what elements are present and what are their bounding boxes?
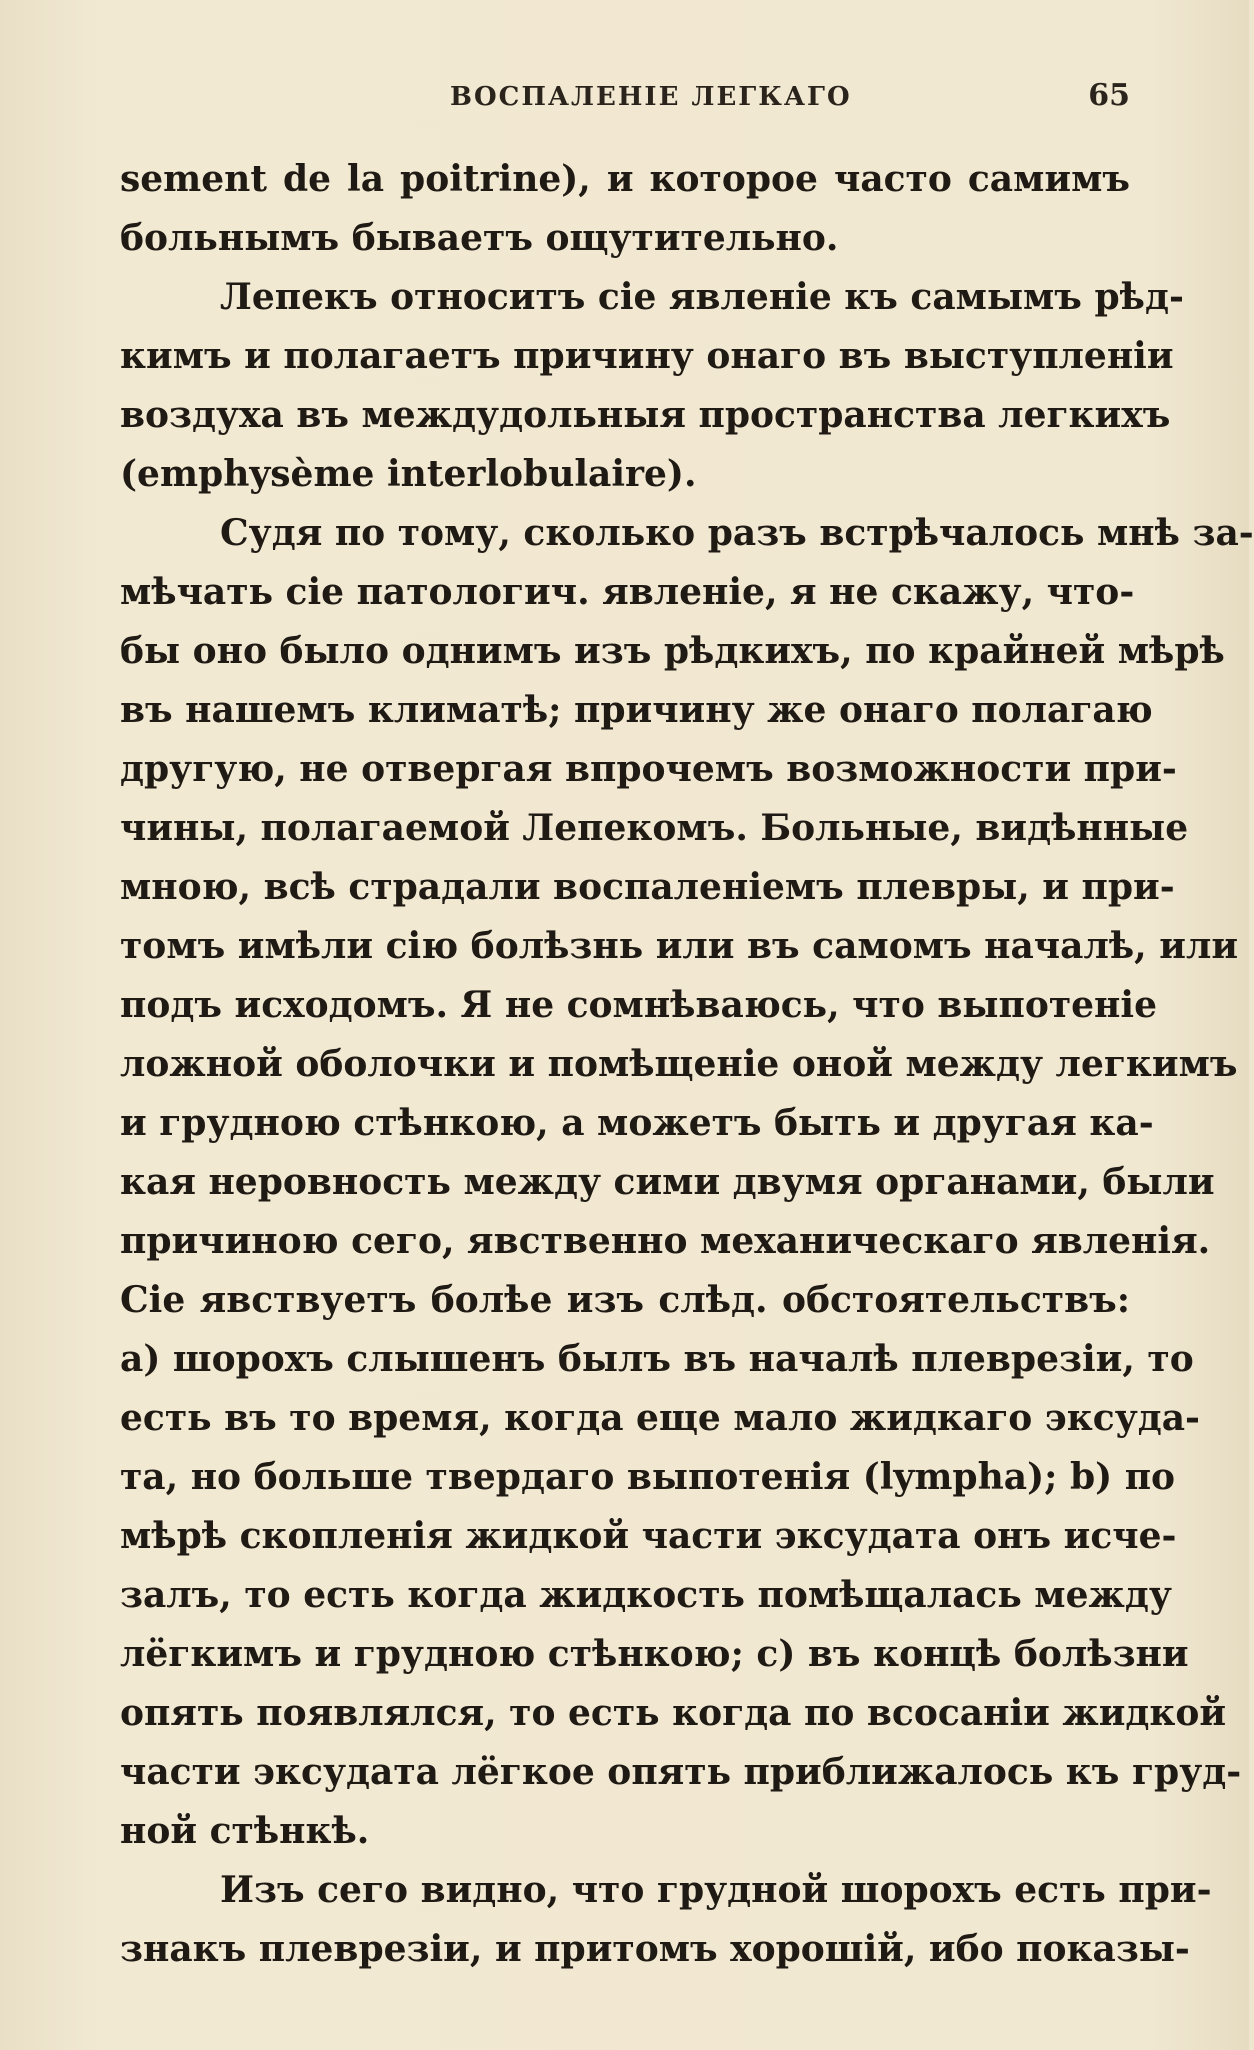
text-line: залъ, то есть когда жидкость помѣщалась между bbox=[120, 1574, 1172, 1616]
page-header bbox=[120, 78, 1130, 118]
body-text bbox=[120, 150, 1254, 1979]
page-number: 65 bbox=[1088, 78, 1130, 113]
text-line: мною, всѣ страдали воспаленіемъ плевры, и при- bbox=[120, 866, 1175, 908]
text-line: лёгкимъ и грудною стѣнкою; c) въ концѣ болѣзни bbox=[120, 1633, 1189, 1675]
text-line: въ нашемъ климатѣ; причину же онаго полагаю bbox=[120, 689, 1153, 731]
text-line: части эксудата лёгкое опять приближалось къ груд- bbox=[120, 1751, 1242, 1793]
running-head: ВОСПАЛЕНІЕ ЛЕГКАГО bbox=[450, 82, 852, 112]
paragraph-start-line: Лепекъ относитъ сіе явленіе къ самымъ рѣд- bbox=[220, 276, 1184, 318]
text-line: бы оно было однимъ изъ рѣдкихъ, по крайней мѣрѣ bbox=[120, 630, 1225, 672]
text-line: знакъ плеврезіи, и притомъ хорошій, ибо показы- bbox=[120, 1928, 1190, 1970]
text-line: другую, не отвергая впрочемъ возможности при- bbox=[120, 748, 1177, 790]
text-line: чины, полагаемой Лепекомъ. Больные, видѣнные bbox=[120, 807, 1189, 849]
text-line: кая неровность между сими двумя органами, были bbox=[120, 1161, 1215, 1203]
text-line: воздуха въ междудольныя пространства легкихъ bbox=[120, 394, 1171, 436]
text-line: мѣрѣ скопленія жидкой части эксудата онъ исче- bbox=[120, 1515, 1177, 1557]
text-line: причиною сего, явственно механическаго явленія. bbox=[120, 1220, 1211, 1262]
text-line: (emphysème interlobulaire). bbox=[120, 453, 697, 495]
text-line: та, но больше твердаго выпотенія (lympha); b) по bbox=[120, 1456, 1176, 1498]
text-line: есть въ то время, когда еще мало жидкаго эксуда- bbox=[120, 1397, 1200, 1439]
text-line: опять появлялся, то есть когда по всосаніи жидкой bbox=[120, 1692, 1227, 1734]
text-line: Сіе явствуетъ болѣе изъ слѣд. обстоятельствъ: bbox=[120, 1279, 1130, 1321]
text-line: подъ исходомъ. Я не сомнѣваюсь, что выпотеніе bbox=[120, 984, 1157, 1026]
text-line: томъ имѣли сію болѣзнь или въ самомъ началѣ, или bbox=[120, 925, 1239, 967]
text-line: ной стѣнкѣ. bbox=[120, 1810, 370, 1852]
text-line: больнымъ бываетъ ощутительно. bbox=[120, 217, 839, 259]
text-line: ложной оболочки и помѣщеніе оной между легкимъ bbox=[120, 1043, 1238, 1085]
paragraph-start-line: Изъ сего видно, что грудной шорохъ есть при- bbox=[220, 1869, 1212, 1911]
text-line: sement de la poitrine), и которое часто самимъ bbox=[120, 158, 1130, 200]
text-line: мѣчать сіе патологич. явленіе, я не скажу, что- bbox=[120, 571, 1135, 613]
paragraph-start-line: Судя по тому, сколько разъ встрѣчалось мнѣ за- bbox=[220, 512, 1254, 554]
text-line: и грудною стѣнкою, а можетъ быть и другая ка- bbox=[120, 1102, 1154, 1144]
text-line: a) шорохъ слышенъ былъ въ началѣ плеврезіи, то bbox=[120, 1338, 1194, 1380]
text-line: кимъ и полагаетъ причину онаго въ выступленіи bbox=[120, 335, 1174, 377]
